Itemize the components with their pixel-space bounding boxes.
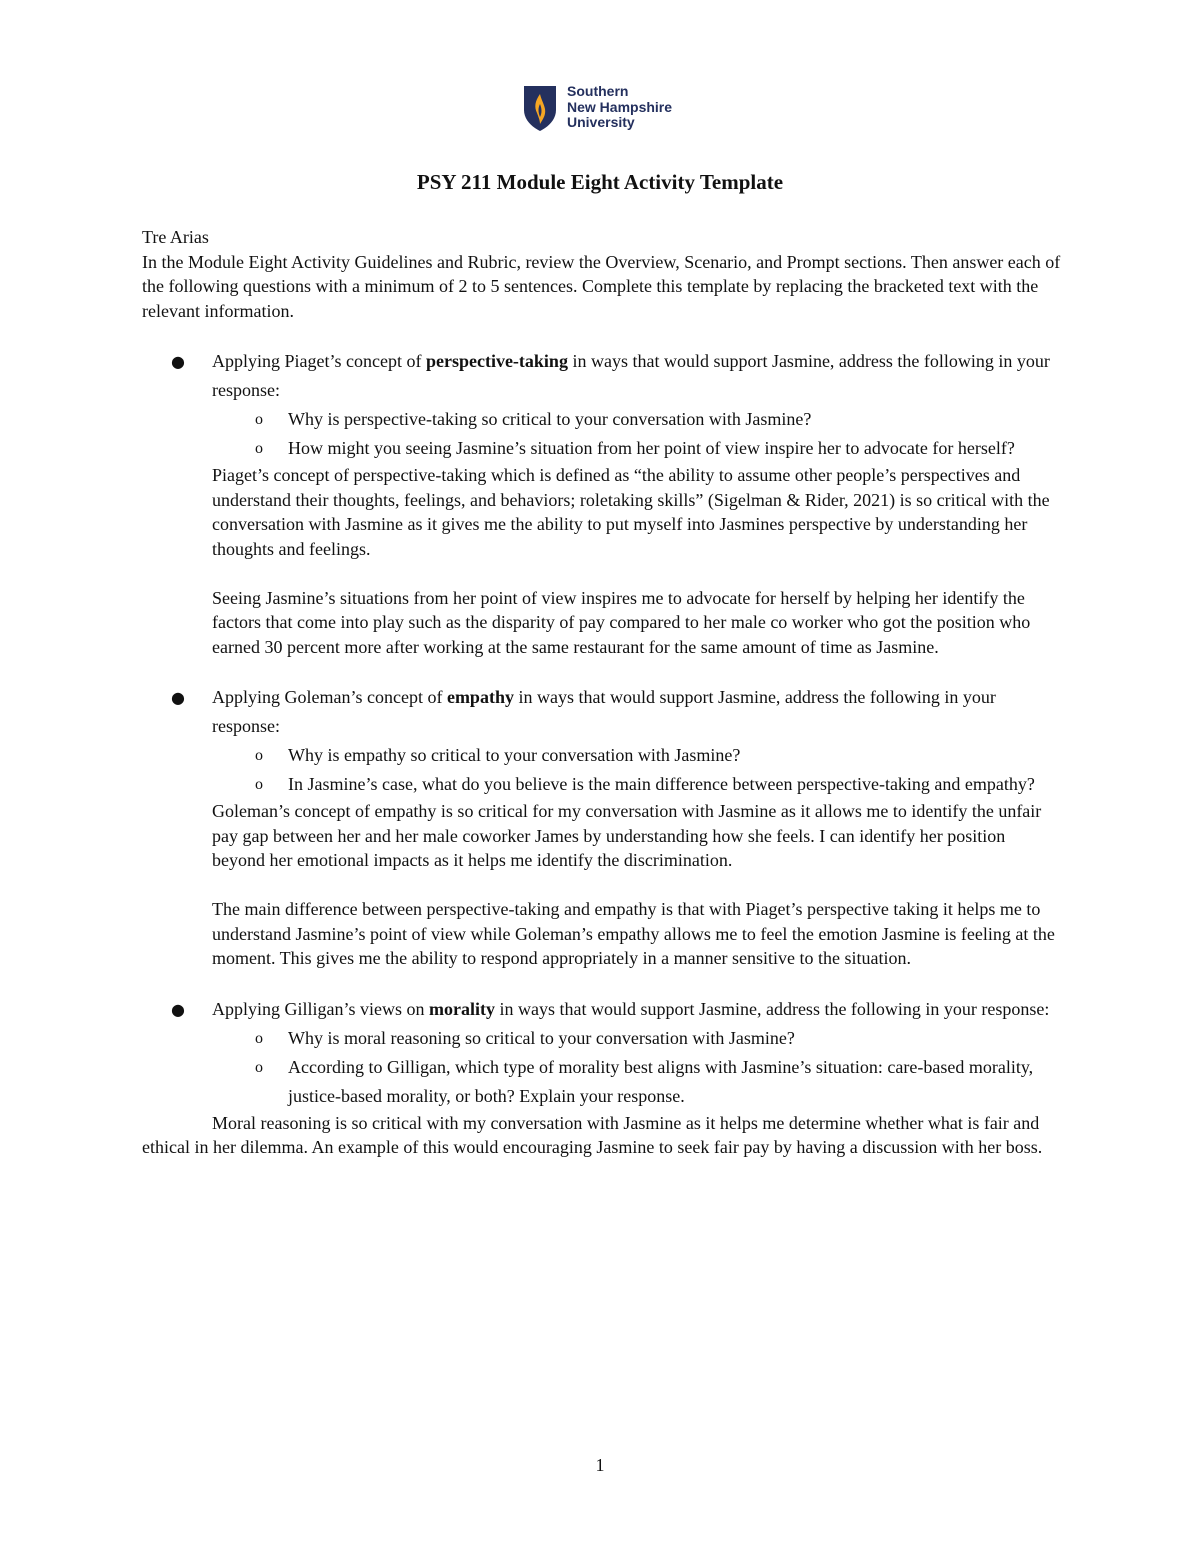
- sub-bullet-icon: o: [255, 440, 263, 457]
- answer-paragraph: Seeing Jasmine’s situations from her point of view inspires me to advocate for herself by helping her identify the factors that come into play such as the disparity of pay compared to her male co worker who got the position who earned 30 percent more after working at the same restaurant for the same amount of time as Jasmine.: [212, 587, 1031, 657]
- question-item: [142, 1024, 1062, 1053]
- question-text: According to Gilligan, which type of morality best aligns with Jasmine’s situation: care-based morality, justice-based morality, or both? Explain your response.: [288, 1056, 1034, 1106]
- sub-bullet-icon: o: [255, 1058, 263, 1076]
- sub-bullet-icon: o: [255, 776, 263, 793]
- page-number: 1: [595, 1455, 605, 1475]
- document-body: [142, 225, 1062, 1160]
- prompt-text: in ways that would support Jasmine, address the following in your response:: [212, 351, 1050, 400]
- question-text: In Jasmine’s case, what do you believe is the main difference between perspective-taking and empathy?: [288, 774, 1035, 794]
- section-morality: [142, 995, 1062, 1160]
- question-item: [142, 434, 1062, 463]
- prompt-keyword: empathy: [446, 687, 514, 707]
- question-item: [142, 741, 1062, 770]
- question-text: Why is moral reasoning so critical to your conversation with Jasmine?: [288, 1027, 795, 1048]
- bullet-icon: ●: [171, 999, 185, 1019]
- prompt-text: in ways that would support Jasmine, address the following in your response:: [494, 998, 1050, 1019]
- university-logo: [522, 84, 692, 132]
- author-name: Tre Arias: [142, 227, 209, 247]
- question-item: [142, 1053, 1062, 1111]
- section-empathy: [142, 683, 1062, 971]
- sub-bullet-icon: o: [255, 411, 263, 428]
- prompt-text: in ways that would support Jasmine, address the following in your response:: [212, 687, 996, 736]
- prompt-bullet: [142, 995, 1062, 1024]
- question-item: [142, 770, 1062, 799]
- page-title: PSY 211 Module Eight Activity Template: [416, 170, 784, 194]
- prompt-text: Applying Gilligan’s views on: [212, 998, 429, 1019]
- logo-line: Southern: [567, 83, 629, 99]
- answer-paragraph: The main difference between perspective-taking and empathy is that with Piaget’s perspective taking it helps me to understand Jasmine’s point of view while Goleman’s empathy allows me to feel the emotion Jasmine is feeling at the moment. This gives me the ability to respond appropriately in a manner sensitive to the situation.: [212, 899, 1055, 968]
- intro-paragraph: In the Module Eight Activity Guidelines and Rubric, review the Overview, Scenario, and Prompt sections. Then answer each of the following questions with a minimum of 2 to 5 sentences. Complete this template by replacing the bracketed text with the relevant information.: [142, 251, 1061, 321]
- prompt-text: Applying Goleman’s concept of: [212, 687, 447, 707]
- section-perspective-taking: [142, 347, 1062, 659]
- shield-flame-icon: [522, 84, 558, 132]
- sub-bullet-icon: o: [255, 747, 263, 764]
- prompt-bullet: [142, 347, 1062, 405]
- logo-line: University: [567, 114, 635, 130]
- answer-paragraph: Goleman’s concept of empathy is so critical for my conversation with Jasmine as it allows me to identify the unfair pay gap between her and her male coworker James by understanding how she feels. I can identify her position beyond her emotional impacts as it helps me identify the discrimination.: [212, 801, 1042, 870]
- answer-paragraph: Moral reasoning is so critical with my conversation with Jasmine as it helps me determine whether what is fair and ethical in her dilemma. An example of this would encouraging Jasmine to seek fair pay by having a discussion with her boss.: [142, 1112, 1043, 1157]
- question-item: [142, 405, 1062, 434]
- answer-block: [142, 463, 1062, 659]
- sub-bullet-icon: o: [255, 1029, 263, 1047]
- question-text: Why is perspective-taking so critical to your conversation with Jasmine?: [288, 409, 812, 429]
- bullet-icon: ●: [171, 688, 185, 707]
- prompt-keyword: perspective-taking: [425, 351, 568, 371]
- prompt-text: Applying Piaget’s concept of: [212, 351, 426, 371]
- prompt-keyword: morality: [429, 998, 495, 1019]
- answer-block: [142, 799, 1062, 971]
- logo-line: New Hampshire: [567, 98, 673, 115]
- question-text: Why is empathy so critical to your conversation with Jasmine?: [288, 745, 741, 765]
- prompt-bullet: [142, 683, 1062, 741]
- question-text: How might you seeing Jasmine’s situation from her point of view inspire her to advocate for herself?: [288, 438, 1015, 458]
- answer-paragraph: Piaget’s concept of perspective-taking which is defined as “the ability to assume other people’s perspectives and understand their thoughts, feelings, and behaviors; roletaking skills” (Sigelman & Rider, 2021) is so critical with the conversation with Jasmine as it gives me the ability to put myself into Jasmines perspective by understanding her thoughts and feelings.: [212, 465, 1050, 559]
- bullet-icon: ●: [171, 352, 185, 371]
- logo-wordmark: [567, 84, 672, 131]
